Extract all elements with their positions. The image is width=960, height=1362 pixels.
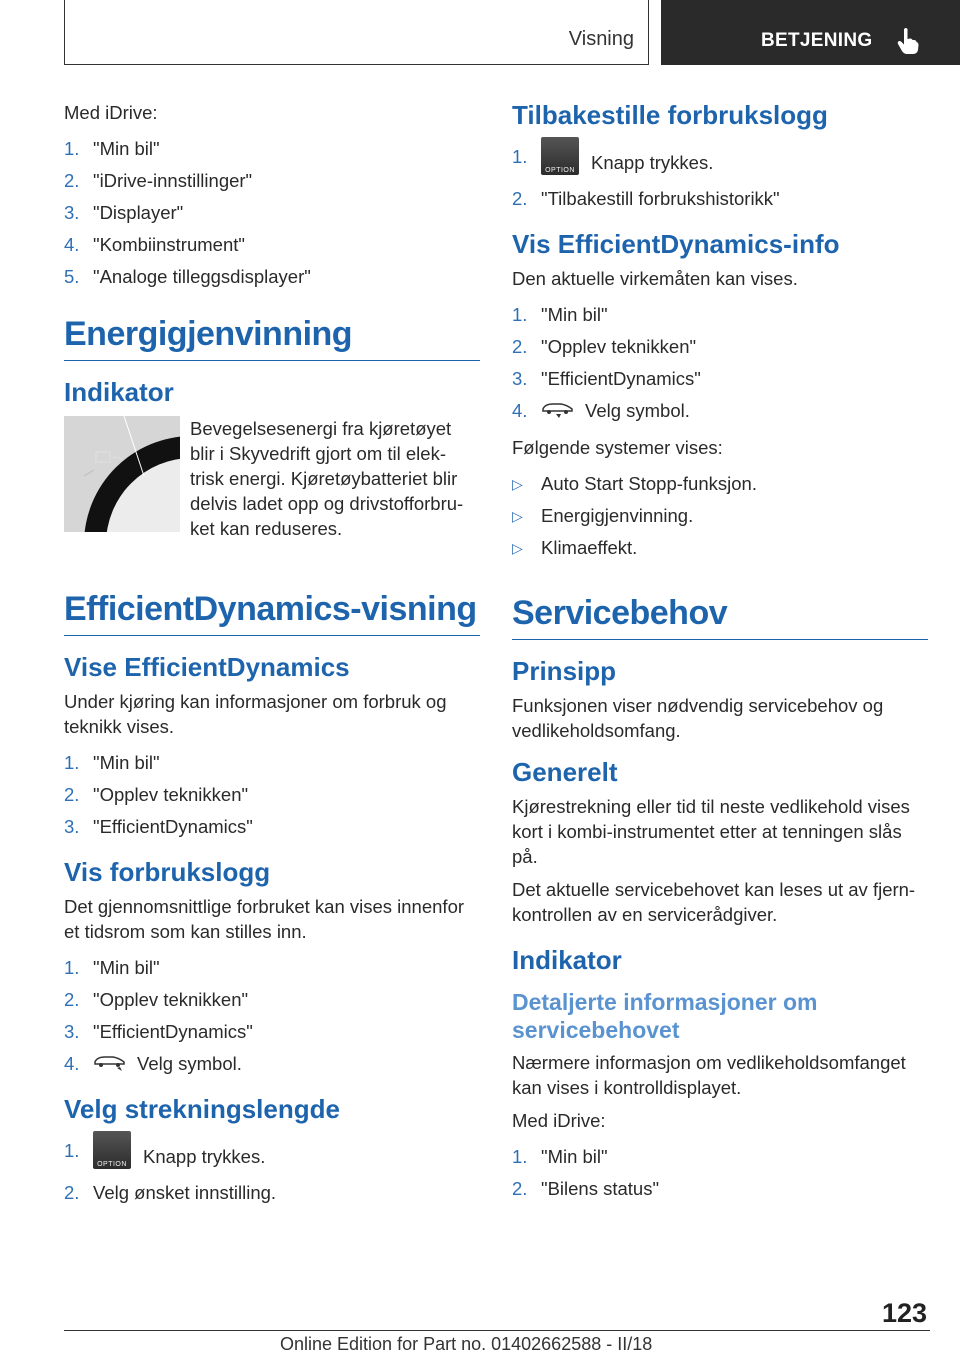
header-chapter-tab [661, 0, 960, 65]
heading-reset-consumption-log: Tilbakestille forbrukslogg [512, 100, 828, 130]
intro-text: Med iDrive: [64, 102, 158, 123]
list-item: 5. "Analoge tilleggsdisplayer" [64, 266, 311, 287]
info-step-list [512, 299, 928, 427]
heading-detailed-info: Detaljerte informasjoner om servicebehovet [512, 989, 818, 1043]
heading-distance-length: Velg strekningslengde [64, 1094, 340, 1124]
list-item: 4. "Kombiinstrument" [64, 234, 245, 255]
gauge-image [64, 416, 180, 532]
heading-indicator: Indikator [64, 377, 174, 407]
show-text: Under kjøring kan informasjoner om forbruk og teknikk vises. [64, 691, 447, 737]
list-item: 3. "EfficientDynamics" [64, 816, 253, 837]
list-item: 2. "Opplev teknikken" [64, 784, 249, 805]
option-button-icon: OPTION [541, 137, 579, 175]
heading-efficientdynamics-view: EfficientDynamics-visning [64, 590, 480, 636]
general-text-2: Det aktuelle servicebehovet kan leses ut av fjern- kontrollen av en servicerådgiver. [512, 879, 916, 925]
list-item: 2. "Opplev teknikken" [512, 336, 697, 357]
details-intro: Med iDrive: [512, 1110, 606, 1131]
list-item: 1. OPTION Knapp trykkes. [64, 1131, 480, 1177]
heading-energy-recovery: Energigjenvinning [64, 315, 480, 361]
heading-general: Generelt [512, 757, 618, 787]
list-item: 3. "EfficientDynamics" [512, 368, 701, 389]
info-text: Den aktuelle virkemåten kan vises. [512, 268, 798, 289]
list-item: 2. "Bilens status" [512, 1178, 660, 1199]
list-item: 2. "Opplev teknikken" [64, 989, 249, 1010]
list-item: ▷ Energigjenvinning. [512, 505, 694, 526]
list-item: 1. "Min bil" [512, 304, 608, 325]
list-item: 4. Velg symbol. [64, 1053, 242, 1074]
list-item: 4. Velg symbol. [512, 400, 690, 421]
list-item: 1. "Min bil" [64, 752, 160, 773]
heading-efficientdynamics-info: Vis EfficientDynamics-info [512, 229, 840, 259]
list-item: 2. "Tilbakestill forbrukshistorikk" [512, 188, 780, 209]
list-item: 1. "Min bil" [512, 1146, 608, 1167]
page-number: 123 [881, 1298, 927, 1328]
list-item: 1. "Min bil" [64, 957, 160, 978]
systems-list [512, 468, 928, 564]
list-item: 1. OPTION Knapp trykkes. [512, 137, 928, 183]
car-symbol-icon [93, 1054, 127, 1072]
intro-step-list [64, 133, 480, 293]
principle-text: Funksjonen viser nødvendig servicebehov og vedlikeholdsomfang. [512, 695, 884, 741]
list-item: ▷ Klimaeffekt. [512, 537, 638, 558]
heading-consumption-log: Vis forbrukslogg [64, 857, 271, 887]
footer-edition-text: Online Edition for Part no. 01402662588 - II/18 [280, 1334, 653, 1354]
header-section-title: Visning [568, 28, 634, 50]
option-button-icon: OPTION [93, 1131, 131, 1169]
distance-step-list [64, 1131, 480, 1209]
right-column [512, 100, 928, 1213]
indicator-text: Bevegelsesenergi fra kjøretøyet blir i Skyvedrift gjort om til elek- trisk energi. Kjøretøybatteriet blir delvis ladet opp og drivstofforbru- ket kan reduseres. [190, 418, 464, 539]
left-column [64, 100, 480, 1217]
list-item: ▷ Auto Start Stopp-funksjon. [512, 473, 757, 494]
log-step-list [64, 952, 480, 1080]
details-step-list [512, 1141, 928, 1205]
heading-service-indicator: Indikator [512, 945, 622, 975]
reset-step-list [512, 137, 928, 215]
header-chapter-title: BETJENING [761, 30, 873, 51]
show-step-list [64, 747, 480, 843]
pointing-hand-icon [897, 27, 919, 55]
log-text: Det gjennomsnittlige forbruket kan vises innenfor et tidsrom som kan stilles inn. [64, 896, 465, 942]
heading-principle: Prinsipp [512, 656, 617, 686]
heading-show-efficientdynamics: Vise EfficientDynamics [64, 652, 350, 682]
systems-text: Følgende systemer vises: [512, 437, 723, 458]
list-item: 1. "Min bil" [64, 138, 160, 159]
general-text-1: Kjørestrekning eller tid til neste vedlikehold vises kort i kombi-instrumentet etter at tenningen slås på. [512, 796, 910, 867]
indicator-block [64, 416, 480, 540]
details-text: Nærmere informasjon om vedlikeholdsomfanget kan vises i kontrolldisplayet. [512, 1052, 906, 1098]
list-item: 3. "EfficientDynamics" [64, 1021, 253, 1042]
header-section-box [64, 0, 649, 65]
list-item: 2. Velg ønsket innstilling. [64, 1182, 277, 1203]
heading-service-need: Servicebehov [512, 594, 928, 640]
list-item: 2. "iDrive-innstillinger" [64, 170, 253, 191]
footer-divider [64, 1330, 930, 1331]
car-symbol-icon [541, 401, 575, 419]
list-item: 3. "Displayer" [64, 202, 184, 223]
